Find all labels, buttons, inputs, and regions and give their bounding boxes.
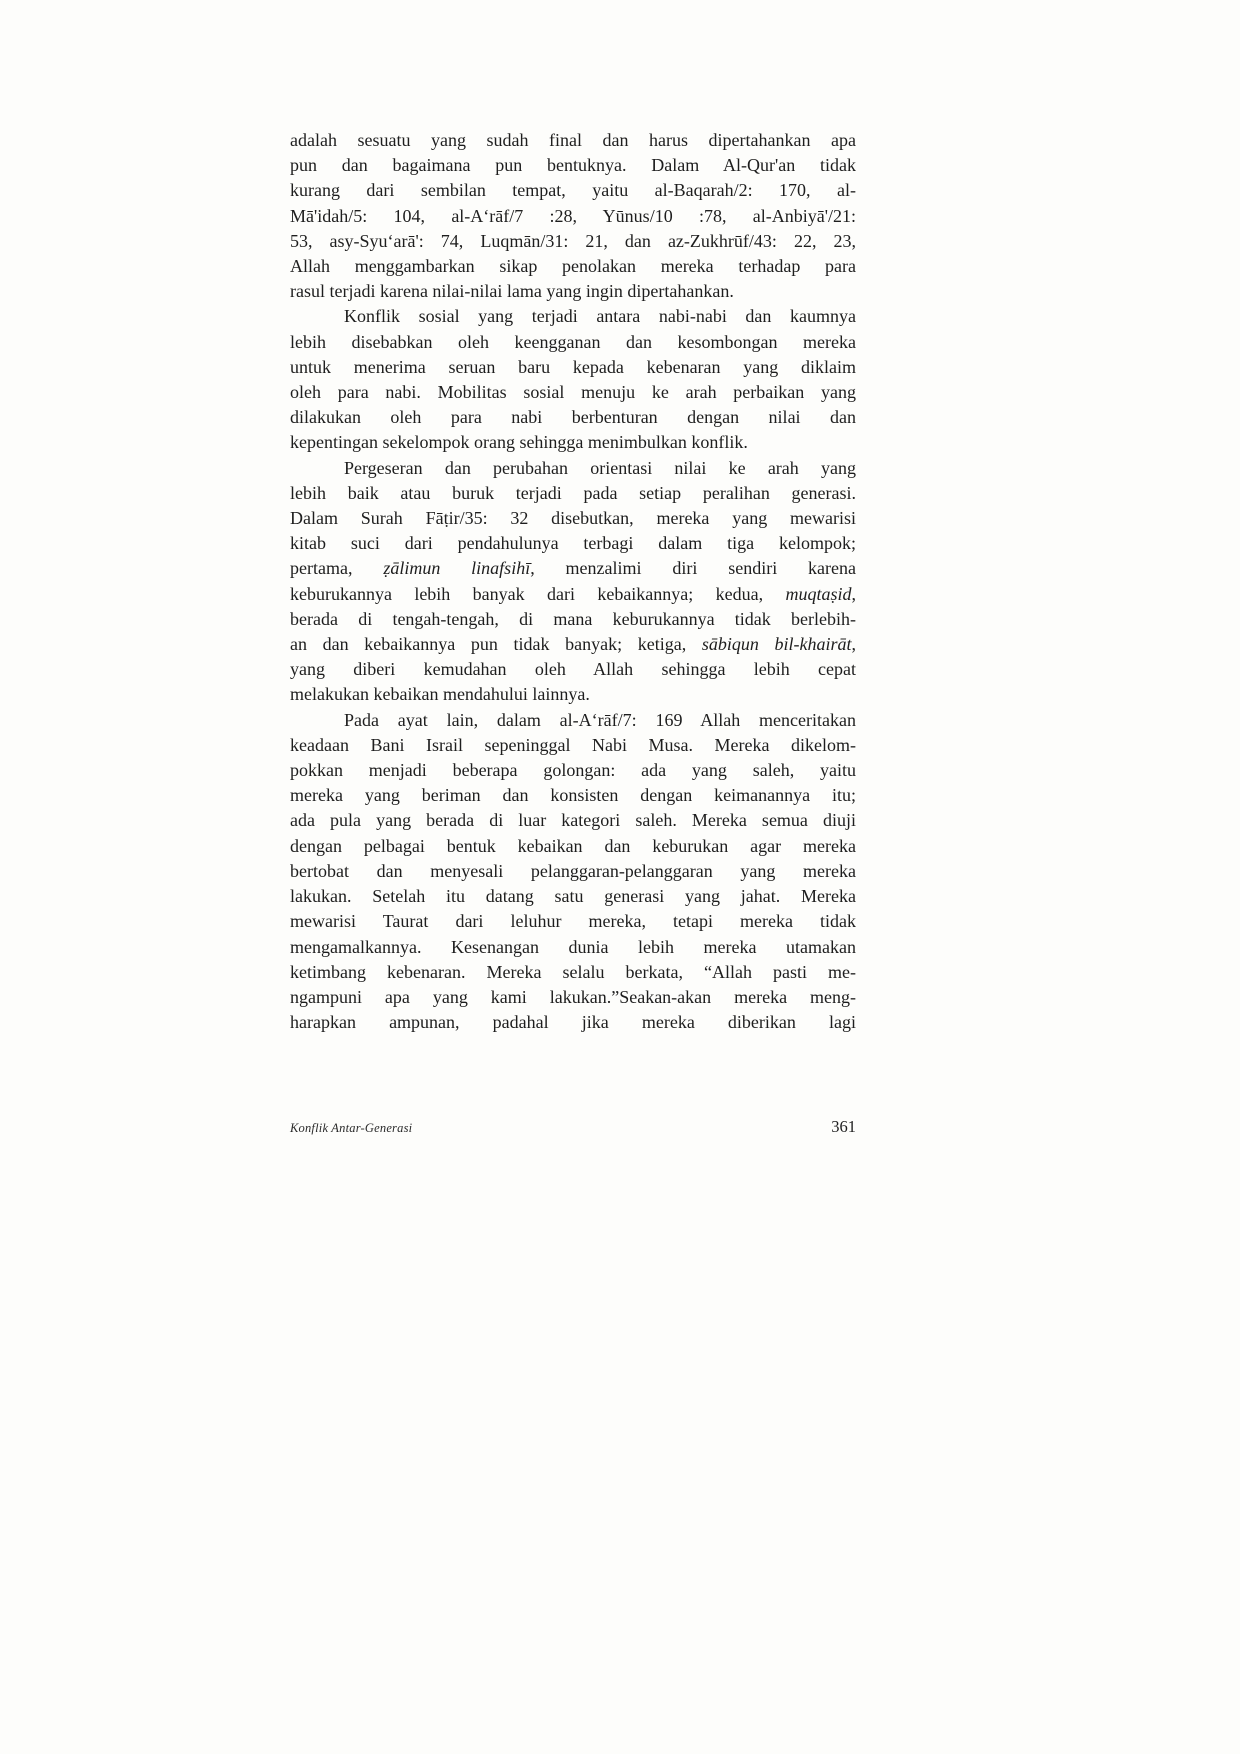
text-segment: kepentingan sekelompok orang sehingga menimbulkan konflik. — [290, 432, 748, 453]
text-segment: yang diberi kemudahan oleh Allah sehingga lebih cepat — [290, 659, 856, 680]
text-line — [290, 733, 856, 758]
text-segment: Konflik sosial yang terjadi antara nabi-nabi dan kaumnya — [344, 306, 856, 327]
text-line — [290, 330, 856, 355]
text-segment: Pergeseran dan perubahan orientasi nilai ke arah yang — [344, 457, 856, 478]
text-segment: Pada ayat lain, dalam al-A‘rāf/7: 169 Allah menceritakan — [344, 709, 856, 730]
text-line — [290, 128, 856, 153]
text-line — [290, 430, 856, 455]
text-line — [290, 985, 856, 1010]
text-segment: oleh para nabi. Mobilitas sosial menuju ke arah perbaikan yang — [290, 382, 856, 403]
text-line — [290, 254, 856, 279]
text-line — [290, 935, 856, 960]
text-line — [290, 506, 856, 531]
text-line — [290, 582, 856, 607]
text-line — [290, 884, 856, 909]
text-line — [290, 204, 856, 229]
text-line — [290, 229, 856, 254]
italic-term: muqtaṣid — [785, 583, 852, 604]
text-segment: kurang dari sembilan tempat, yaitu al-Baqarah/2: 170, al- — [290, 180, 856, 201]
text-segment: lakukan. Setelah itu datang satu generasi yang jahat. Mereka — [290, 886, 856, 907]
text-segment: , — [851, 583, 856, 604]
text-segment: an dan kebaikannya pun tidak banyak; ketiga, — [290, 634, 702, 655]
text-segment: dengan pelbagai bentuk kebaikan dan keburukan agar mereka — [290, 835, 856, 856]
text-line — [290, 178, 856, 203]
text-segment: mengamalkannya. Kesenangan dunia lebih mereka utamakan — [290, 936, 856, 957]
text-line — [290, 304, 856, 329]
text-segment: kitab suci dari pendahulunya terbagi dalam tiga kelompok; — [290, 533, 856, 554]
text-block — [290, 128, 856, 1035]
text-segment: Mā'idah/5: 104, al-A‘rāf/7 :28, Yūnus/10 :78, al-Anbiyā'/21: — [290, 205, 856, 226]
text-segment: keadaan Bani Israil sepeninggal Nabi Musa. Mereka dikelom- — [290, 734, 856, 755]
text-segment: mereka yang beriman dan konsisten dengan keimanannya itu; — [290, 785, 856, 806]
text-line — [290, 456, 856, 481]
text-line — [290, 657, 856, 682]
text-line — [290, 682, 856, 707]
text-segment: lebih disebabkan oleh keengganan dan kesombongan mereka — [290, 331, 856, 352]
text-segment: keburukannya lebih banyak dari kebaikannya; kedua, — [290, 583, 786, 604]
text-line — [290, 834, 856, 859]
text-segment: mewarisi Taurat dari leluhur mereka, tetapi mereka tidak — [290, 911, 856, 932]
text-segment: pokkan menjadi beberapa golongan: ada yang saleh, yaitu — [290, 760, 856, 781]
text-segment: ada pula yang berada di luar kategori saleh. Mereka semua diuji — [290, 810, 856, 831]
text-line — [290, 380, 856, 405]
text-line — [290, 607, 856, 632]
text-segment: bertobat dan menyesali pelanggaran-pelanggaran yang mereka — [290, 860, 856, 881]
text-line — [290, 279, 856, 304]
text-segment: berada di tengah-tengah, di mana keburukannya tidak berlebih- — [290, 608, 856, 629]
text-segment: harapkan ampunan, padahal jika mereka diberikan lagi — [290, 1012, 856, 1033]
text-line — [290, 556, 856, 581]
text-line — [290, 355, 856, 380]
italic-term: sābiqun bil-khairāt — [701, 634, 852, 655]
text-segment: Dalam Surah Fāṭir/35: 32 disebutkan, mereka yang mewarisi — [290, 508, 856, 529]
italic-term: ẓālimun linafsihī — [383, 558, 531, 579]
running-title: Konflik Antar-Generasi — [290, 1121, 413, 1135]
page-number: 361 — [831, 1117, 856, 1136]
text-line — [290, 153, 856, 178]
text-line — [290, 1010, 856, 1035]
text-line — [290, 708, 856, 733]
text-line — [290, 859, 856, 884]
text-segment: lebih baik atau buruk terjadi pada setiap peralihan generasi. — [290, 482, 856, 503]
text-line — [290, 531, 856, 556]
page-footer — [290, 1117, 856, 1137]
text-segment: rasul terjadi karena nilai-nilai lama yang ingin dipertahankan. — [290, 281, 734, 302]
text-segment: dilakukan oleh para nabi berbenturan dengan nilai dan — [290, 407, 856, 428]
text-line — [290, 632, 856, 657]
text-segment: Allah menggambarkan sikap penolakan mereka terhadap para — [290, 256, 856, 277]
text-segment: , menzalimi diri sendiri karena — [530, 558, 857, 579]
text-segment: 53, asy-Syu‘arā': 74, Luqmān/31: 21, dan az-Zukhrūf/43: 22, 23, — [290, 230, 856, 251]
text-line — [290, 909, 856, 934]
text-line — [290, 481, 856, 506]
text-line — [290, 783, 856, 808]
text-segment: pun dan bagaimana pun bentuknya. Dalam Al-Qur'an tidak — [290, 155, 856, 176]
text-segment: untuk menerima seruan baru kepada kebenaran yang diklaim — [290, 356, 856, 377]
text-line — [290, 808, 856, 833]
text-segment: ketimbang kebenaran. Mereka selalu berkata, “Allah pasti me- — [290, 961, 856, 982]
text-segment: pertama, — [290, 558, 384, 579]
text-segment: , — [851, 634, 856, 655]
text-segment: ngampuni apa yang kami lakukan.”Seakan-akan mereka meng- — [290, 986, 856, 1007]
text-segment: melakukan kebaikan mendahului lainnya. — [290, 684, 590, 705]
text-line — [290, 405, 856, 430]
text-segment: adalah sesuatu yang sudah final dan harus dipertahankan apa — [290, 130, 856, 150]
text-line — [290, 960, 856, 985]
text-line — [290, 758, 856, 783]
